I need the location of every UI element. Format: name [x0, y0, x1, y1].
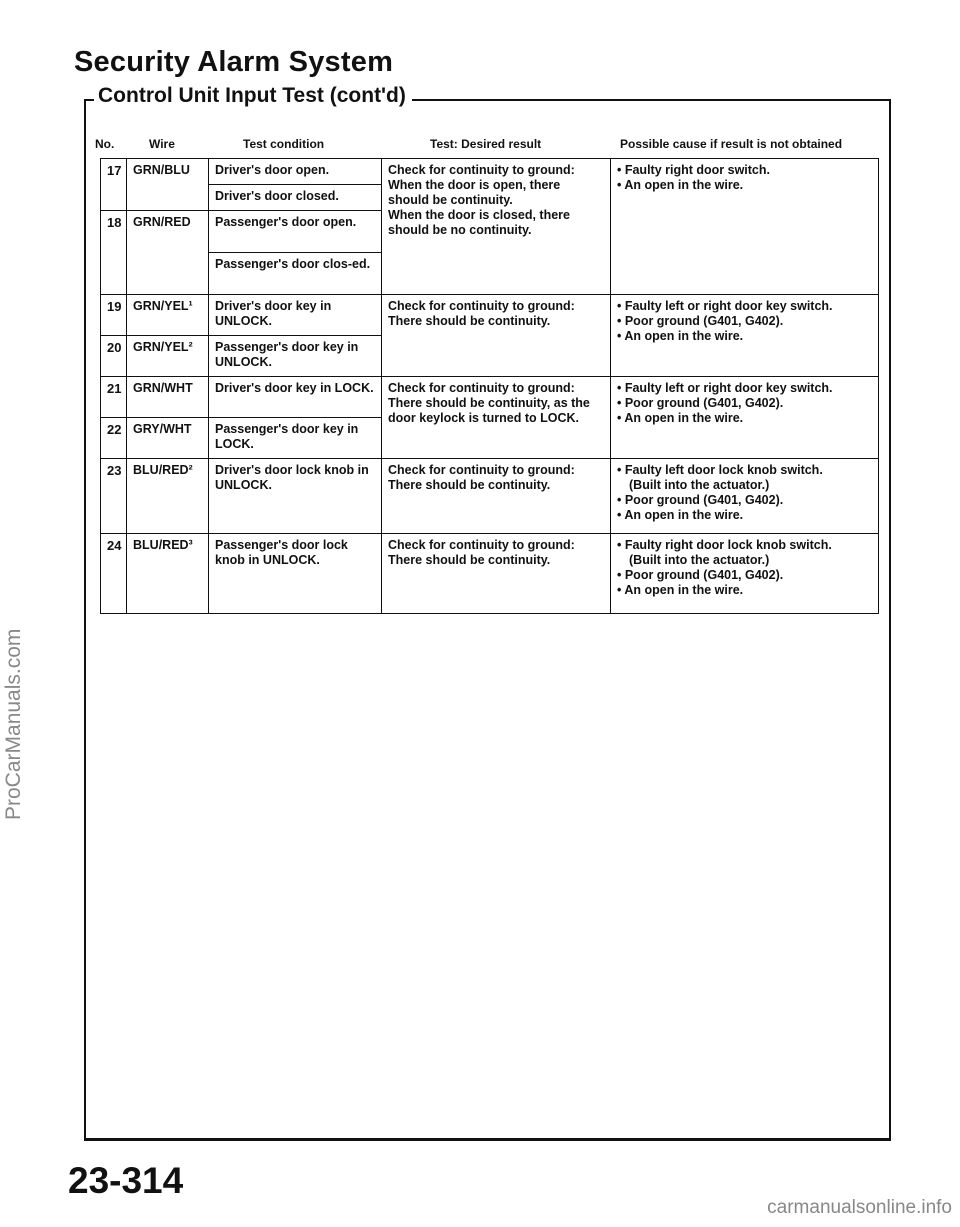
cause-line: • Faulty left or right door key switch.: [617, 381, 833, 395]
row-condition: Driver's door key in LOCK.: [209, 377, 382, 418]
row-condition: Passenger's door open.: [209, 211, 382, 253]
row-result: [382, 377, 611, 459]
col-header-wire: Wire: [149, 137, 175, 151]
row-condition: Passenger's door key in UNLOCK.: [209, 336, 382, 377]
row-result: [382, 534, 611, 614]
result-line: Check for continuity to ground:: [388, 463, 575, 477]
row-wire: GRN/RED: [127, 211, 209, 295]
row-condition: Passenger's door lock knob in UNLOCK.: [209, 534, 382, 614]
input-test-table: [100, 158, 879, 614]
row-wire: GRN/BLU: [127, 159, 209, 211]
row-no: 21: [101, 377, 127, 418]
cause-line: • An open in the wire.: [617, 178, 744, 192]
section-subtitle: Control Unit Input Test (cont'd): [94, 84, 412, 108]
side-watermark: ProCarManuals.com: [2, 628, 25, 820]
cause-line: • Poor ground (G401, G402).: [617, 493, 784, 507]
row-wire: GRN/YEL¹: [127, 295, 209, 336]
table-row: [101, 159, 879, 185]
row-cause: [611, 534, 879, 614]
col-header-result: Test: Desired result: [430, 137, 542, 151]
row-cause: [611, 377, 879, 459]
row-wire: GRN/YEL²: [127, 336, 209, 377]
table-row: [101, 534, 879, 614]
table-row: [101, 377, 879, 418]
row-condition: Driver's door closed.: [209, 185, 382, 211]
row-no: 22: [101, 418, 127, 459]
result-line: Check for continuity to ground:: [388, 538, 575, 552]
row-no: 23: [101, 459, 127, 534]
cause-line: • An open in the wire.: [617, 329, 744, 343]
row-no: 17: [101, 159, 127, 211]
result-line: Check for continuity to ground:: [388, 299, 575, 313]
row-no: 24: [101, 534, 127, 614]
row-no: 19: [101, 295, 127, 336]
col-header-cause: Possible cause if result is not obtained: [620, 137, 843, 151]
cause-line: (Built into the actuator.): [629, 478, 770, 492]
cause-line: • Poor ground (G401, G402).: [617, 314, 784, 328]
row-wire: GRY/WHT: [127, 418, 209, 459]
cause-line: • Poor ground (G401, G402).: [617, 568, 784, 582]
row-no: 18: [101, 211, 127, 295]
cause-line: • An open in the wire.: [617, 583, 744, 597]
col-header-condition: Test condition: [243, 137, 325, 151]
page-number: 23-314: [68, 1160, 184, 1201]
cause-line: • Faulty left or right door key switch.: [617, 299, 833, 313]
row-wire: GRN/WHT: [127, 377, 209, 418]
row-result: [382, 295, 611, 377]
result-line: There should be continuity.: [388, 553, 551, 567]
result-line: Check for continuity to ground:: [388, 381, 575, 395]
cause-line: • An open in the wire.: [617, 508, 744, 522]
col-header-no: No.: [95, 137, 115, 151]
page-title: Security Alarm System: [74, 46, 394, 78]
row-result: [382, 459, 611, 534]
result-line: When the door is open, there should be continuity.: [388, 178, 561, 207]
bottom-watermark: carmanualsonline.info: [767, 1197, 952, 1218]
result-line: There should be continuity, as the door keylock is turned to LOCK.: [388, 396, 590, 425]
table-row: [101, 459, 879, 534]
cause-line: • Faulty left door lock knob switch.: [617, 463, 823, 477]
result-line: There should be continuity.: [388, 478, 551, 492]
cause-line: • Poor ground (G401, G402).: [617, 396, 784, 410]
row-condition: Driver's door key in UNLOCK.: [209, 295, 382, 336]
result-line: When the door is closed, there should be no continuity.: [388, 208, 570, 237]
row-wire: BLU/RED³: [127, 534, 209, 614]
result-line: There should be continuity.: [388, 314, 551, 328]
row-condition: Passenger's door clos-ed.: [209, 253, 382, 295]
cause-line: • Faulty right door lock knob switch.: [617, 538, 832, 552]
row-condition: Driver's door open.: [209, 159, 382, 185]
row-cause: [611, 159, 879, 295]
row-cause: [611, 459, 879, 534]
row-condition: Passenger's door key in LOCK.: [209, 418, 382, 459]
cause-line: • An open in the wire.: [617, 411, 744, 425]
cause-line: (Built into the actuator.): [629, 553, 770, 567]
row-condition: Driver's door lock knob in UNLOCK.: [209, 459, 382, 534]
cause-line: • Faulty right door switch.: [617, 163, 770, 177]
row-no: 20: [101, 336, 127, 377]
table-row: [101, 295, 879, 336]
row-result: [382, 159, 611, 295]
row-wire: BLU/RED²: [127, 459, 209, 534]
result-line: Check for continuity to ground:: [388, 163, 575, 177]
row-cause: [611, 295, 879, 377]
